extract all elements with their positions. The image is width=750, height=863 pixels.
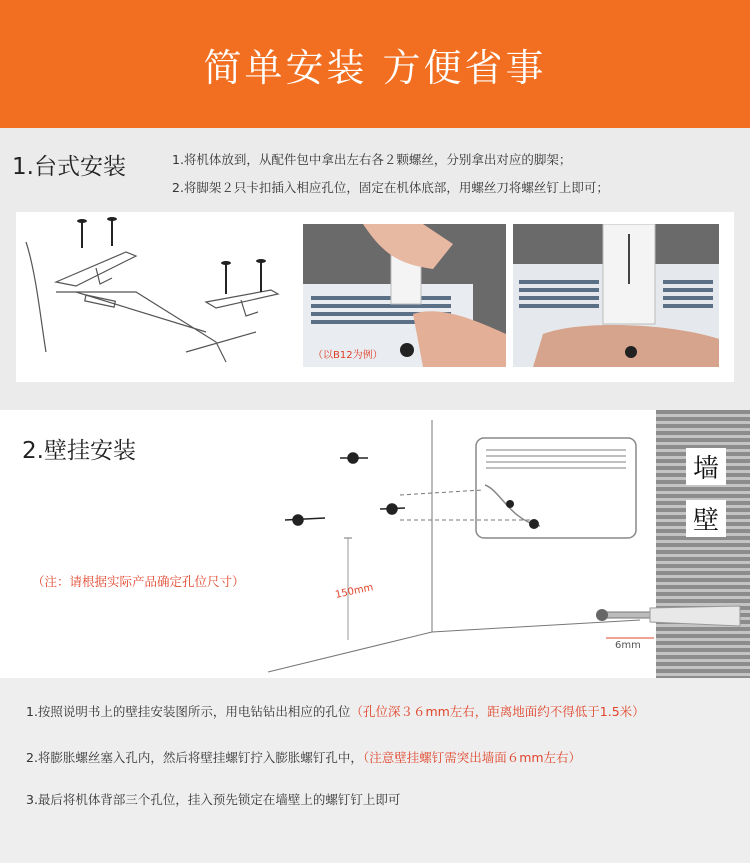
banner-title: 简单安装 方便省事 bbox=[203, 45, 547, 90]
install-photo-2 bbox=[513, 224, 719, 367]
instruction-step-1 bbox=[26, 702, 645, 720]
desk-step-2: 2.将脚架２只卡扣插入相应孔位，固定在机体底部，用螺丝刀将螺丝钉上即可； bbox=[172, 180, 609, 195]
height-label: 150mm bbox=[334, 582, 375, 601]
desk-install-section bbox=[0, 128, 750, 410]
instruction-step-1-text: 1.按照说明书上的壁挂安装图所示，用电钻钻出相应的孔位 bbox=[26, 704, 351, 719]
wall-install-section bbox=[0, 410, 750, 678]
instruction-step-3: 3.最后将机体背部三个孔位，挂入预先锁定在墙壁上的螺钉钉上即可 bbox=[26, 792, 401, 807]
feet-diagram bbox=[16, 212, 286, 382]
wall-char-1: 墙 bbox=[686, 448, 726, 485]
depth-label: 6mm bbox=[615, 640, 641, 651]
anchor-bolt-illustration bbox=[590, 590, 750, 650]
wall-instructions-section bbox=[0, 678, 750, 863]
instruction-step-2-note: （注意壁挂螺钉需突出墙面６mm左右） bbox=[362, 750, 582, 765]
header-banner bbox=[0, 0, 750, 128]
instruction-step-1-note: （孔位深３６mm左右，距离地面约不得低于1.5米） bbox=[350, 704, 645, 719]
desk-step-1: 1.将机体放到，从配件包中拿出左右各２颗螺丝，分别拿出对应的脚架； bbox=[172, 152, 572, 167]
wall-char-2: 壁 bbox=[686, 500, 726, 537]
instruction-step-2-text: 2.将膨胀螺丝塞入孔内，然后将壁挂螺钉拧入膨胀螺钉孔中， bbox=[26, 750, 363, 765]
desk-install-panel bbox=[16, 212, 734, 382]
photo-caption: （以B12为例） bbox=[313, 350, 383, 361]
install-photo-1 bbox=[303, 224, 506, 367]
instruction-step-2 bbox=[26, 748, 581, 766]
wall-mount-diagram bbox=[0, 410, 650, 678]
heater-feet-photo bbox=[513, 224, 719, 367]
wall-note: （注：请根据实际产品确定孔位尺寸） bbox=[32, 574, 245, 589]
wall-install-title: 2.壁挂安装 bbox=[22, 438, 136, 464]
desk-install-title: 1.台式安装 bbox=[12, 154, 126, 180]
